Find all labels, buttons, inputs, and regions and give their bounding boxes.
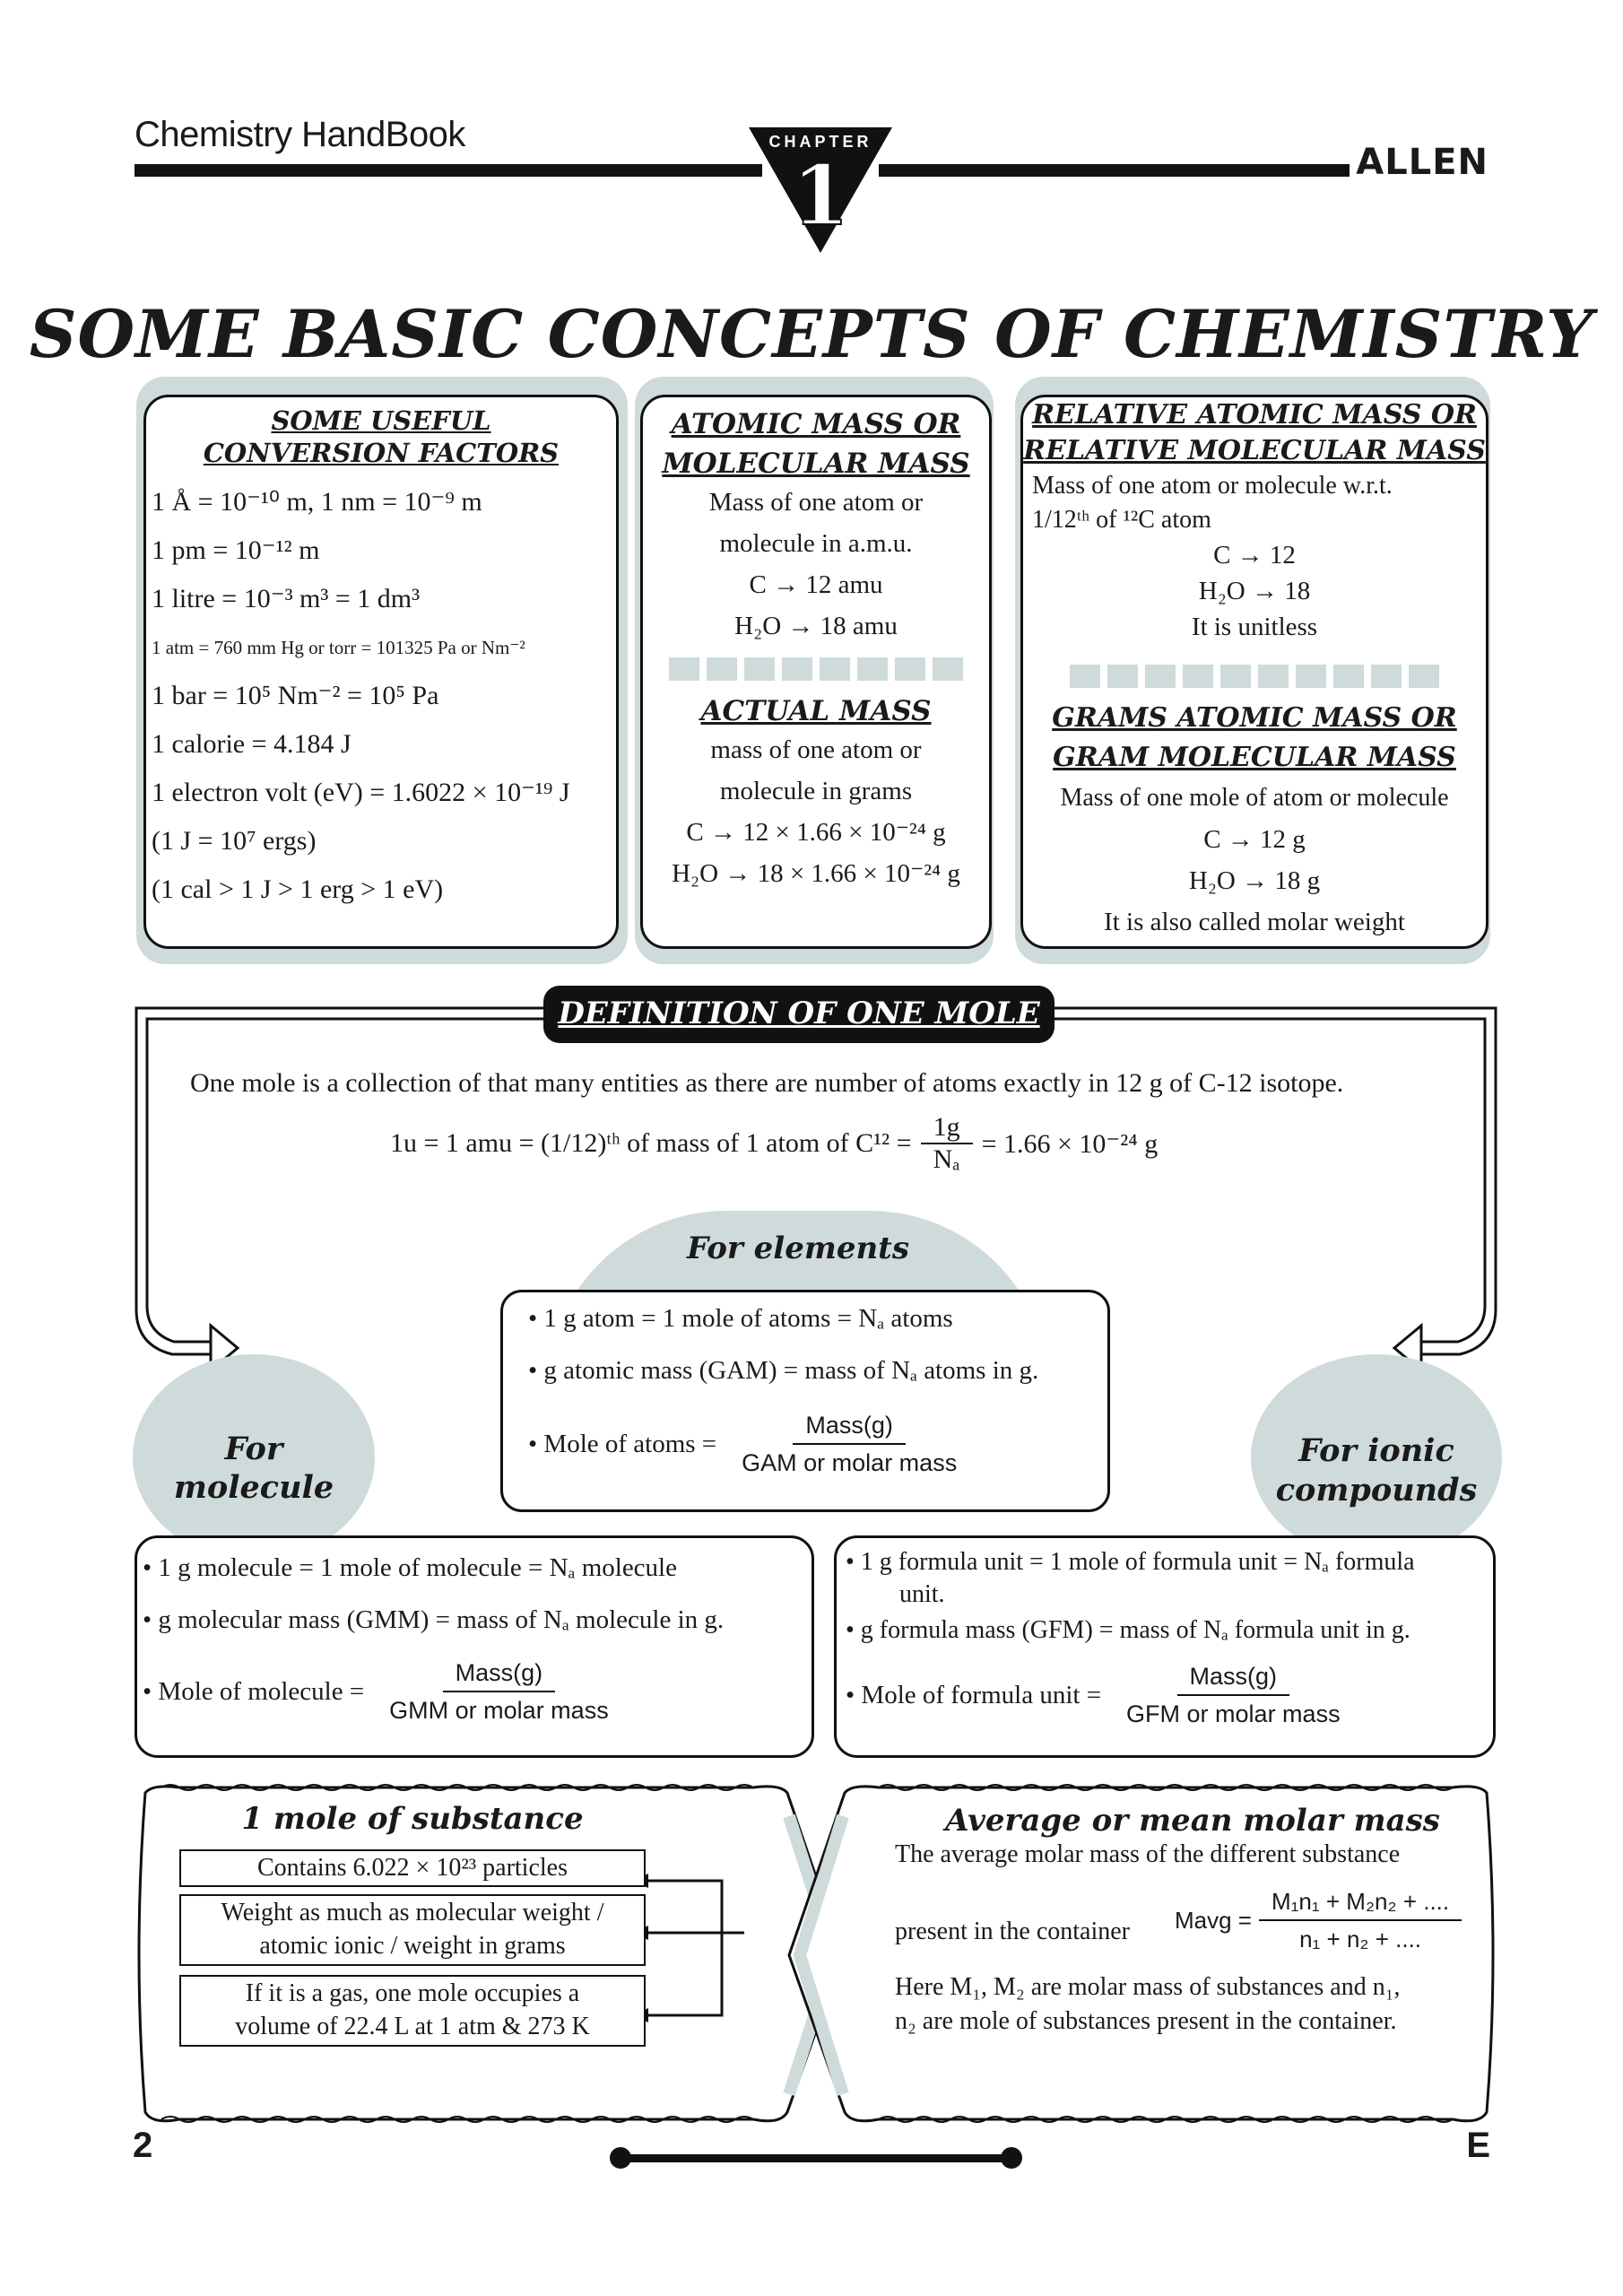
page-number: 2 <box>133 2126 153 2165</box>
section-divider <box>643 657 989 681</box>
average-mass-num: M₁n₁ + M₂n₂ + .... <box>1259 1883 1462 1921</box>
elements-heading: For elements <box>686 1231 910 1266</box>
substance-item-particles: Contains 6.022 × 10²³ particles <box>179 1849 646 1887</box>
elements-bullet-2: • g atomic mass (GAM) = mass of Nₐ atoms in g. <box>528 1356 1039 1385</box>
molecule-bullet-3-label: • Mole of molecule = <box>143 1676 365 1706</box>
elements-bullet-1: • 1 g atom = 1 mole of atoms = Nₐ atoms <box>528 1304 953 1333</box>
molecule-bullet-3 <box>143 1655 812 1728</box>
amu-fraction-num: 1g <box>921 1112 973 1144</box>
conversion-row: 1 litre = 10⁻³ m³ = 1 dm³ <box>152 584 421 613</box>
footer-rule-dot-left <box>610 2147 631 2169</box>
footer-rule-dot-right <box>1001 2147 1022 2169</box>
gram-mass-example-1: C → 12 g <box>1203 825 1306 854</box>
elements-box <box>500 1290 1110 1512</box>
molecule-mole-fraction <box>377 1655 621 1728</box>
relative-mass-example-2: H₂O → 18 <box>1198 577 1311 605</box>
substance-item-weight <box>179 1894 646 1966</box>
conversion-row: (1 J = 10⁷ ergs) <box>152 826 317 856</box>
molecule-fraction-den: GMM or molar mass <box>389 1697 609 1724</box>
average-mass-lhs: Mavg = <box>1175 1906 1252 1934</box>
chapter-label: CHAPTER <box>768 133 872 151</box>
publisher-logo: ALLEN <box>1356 142 1488 183</box>
ionic-bullet-3-label: • Mole of formula unit = <box>846 1680 1102 1709</box>
ionic-heading-1: For ionic <box>1298 1432 1454 1469</box>
page-title: SOME BASIC CONCEPTS OF CHEMISTRY <box>29 296 1594 373</box>
amu-fraction-den: Nₐ <box>933 1144 960 1174</box>
chapter-badge <box>749 127 892 253</box>
elements-fraction-num: Mass(g) <box>793 1407 906 1445</box>
conversion-row: 1 calorie = 4.184 J <box>152 729 352 759</box>
gram-mass-example-2: H₂O → 18 g <box>1188 866 1321 895</box>
conversion-heading-1: SOME USEFUL <box>271 405 491 436</box>
elements-bullet-3-label: • Mole of atoms = <box>528 1429 717 1458</box>
average-mass-line-1: The average molar mass of the different substance <box>895 1840 1401 1868</box>
molecule-bullet-1: • 1 g molecule = 1 mole of molecule = Nₐ molecule <box>143 1553 677 1582</box>
actual-mass-heading: ACTUAL MASS <box>700 695 932 727</box>
relative-mass-heading-2: RELATIVE MOLECULAR MASS <box>1023 435 1486 466</box>
relative-mass-heading-1: RELATIVE ATOMIC MASS OR <box>1032 399 1477 430</box>
molecule-fraction-num: Mass(g) <box>443 1655 556 1692</box>
actual-mass-example-1: C → 12 × 1.66 × 10⁻²⁴ g <box>686 818 946 847</box>
conversion-box <box>143 395 619 949</box>
average-mass-note-2: n₂ are mole of substances present in the container. <box>895 2007 1397 2035</box>
conversion-row: 1 pm = 10⁻¹² m <box>152 535 320 565</box>
gram-mass-heading-1: GRAMS ATOMIC MASS OR <box>1052 702 1457 734</box>
elements-bullet-3 <box>528 1407 1107 1481</box>
ionic-bullet-2: • g formula mass (GFM) = mass of Nₐ formula unit in g. <box>846 1616 1410 1644</box>
average-mass-formula <box>1175 1883 1462 1957</box>
elements-fraction-den: GAM or molar mass <box>742 1449 958 1476</box>
molecule-box <box>135 1535 814 1758</box>
average-mass-fraction <box>1259 1883 1462 1957</box>
conversion-row: 1 atm = 760 mm Hg or torr = 101325 Pa or Nm⁻² <box>152 637 525 658</box>
ionic-fraction-num: Mass(g) <box>1177 1658 1290 1696</box>
ionic-mole-fraction <box>1114 1658 1353 1732</box>
substance-item-gas-2: volume of 22.4 L at 1 atm & 273 K <box>235 2013 590 2040</box>
atomic-mass-example-1: C → 12 amu <box>749 570 883 599</box>
actual-mass-example-2: H₂O → 18 × 1.66 × 10⁻²⁴ g <box>672 859 960 888</box>
substance-item-weight-1: Weight as much as molecular weight / <box>221 1899 604 1926</box>
substance-item-gas <box>179 1975 646 2047</box>
header-rule-left <box>135 164 762 177</box>
substance-item-weight-2: atomic ionic / weight in grams <box>259 1932 566 1960</box>
conversion-row: (1 cal > 1 J > 1 erg > 1 eV) <box>152 874 444 904</box>
mole-definition-text: One mole is a collection of that many entities as there are number of atoms exactly in 12 g of C-12 isotope. <box>190 1068 1344 1098</box>
conversion-heading-2: CONVERSION FACTORS <box>203 438 560 468</box>
ionic-bullet-1: • 1 g formula unit = 1 mole of formula unit = Nₐ formula <box>846 1548 1415 1576</box>
ionic-heading-2: compounds <box>1275 1472 1478 1509</box>
atomic-mass-heading-2: MOLECULAR MASS <box>662 448 970 480</box>
ionic-bullet-1-cont: unit. <box>899 1580 945 1608</box>
edition-mark: E <box>1466 2126 1490 2165</box>
substance-item-gas-1: If it is a gas, one mole occupies a <box>245 1979 580 2007</box>
ionic-bullet-3 <box>846 1658 1493 1732</box>
molecule-heading-1: For <box>224 1431 283 1467</box>
relative-mass-example-1: C → 12 <box>1213 541 1296 570</box>
book-title: Chemistry HandBook <box>135 115 465 154</box>
atomic-mass-example-2: H₂O → 18 amu <box>734 612 898 640</box>
conversion-row: 1 bar = 10⁵ Nm⁻² = 10⁵ Pa <box>152 681 439 710</box>
atomic-mass-desc-1: Mass of one atom or <box>708 488 924 517</box>
section-divider <box>1023 665 1486 688</box>
average-mass-den: n₁ + n₂ + .... <box>1299 1926 1422 1952</box>
header-rule-right <box>879 164 1350 177</box>
atomic-mass-desc-2: molecule in a.m.u. <box>719 529 913 558</box>
relative-mass-note: It is unitless <box>1191 613 1318 641</box>
molecule-bullet-2: • g molecular mass (GMM) = mass of Nₐ molecule in g. <box>143 1605 725 1634</box>
average-mass-note-1: Here M₁, M₂ are molar mass of substances and n₁, <box>895 1973 1401 2001</box>
substance-heading: 1 mole of substance <box>241 1801 584 1837</box>
relative-mass-box <box>1020 395 1488 949</box>
chapter-number: 1 <box>791 147 850 244</box>
actual-mass-desc-2: molecule in grams <box>719 777 913 805</box>
gram-mass-heading-2: GRAM MOLECULAR MASS <box>1053 742 1456 773</box>
actual-mass-desc-1: mass of one atom or <box>710 735 922 764</box>
atomic-mass-heading-1: ATOMIC MASS OR <box>671 408 961 440</box>
molecule-heading-2: molecule <box>173 1469 334 1506</box>
relative-mass-desc-2: 1/12ᵗʰ of ¹²C atom <box>1032 506 1211 534</box>
conversion-row: 1 electron volt (eV) = 1.6022 × 10⁻¹⁹ J <box>152 778 570 807</box>
atomic-mass-box <box>640 395 992 949</box>
footer-rule <box>619 2154 1013 2162</box>
amu-fraction <box>921 1112 973 1175</box>
relative-mass-desc-1: Mass of one atom or molecule w.r.t. <box>1032 472 1393 500</box>
conversion-row: 1 Å = 10⁻¹⁰ m, 1 nm = 10⁻⁹ m <box>152 487 482 517</box>
amu-formula-right: = 1.66 × 10⁻²⁴ g <box>981 1128 1159 1159</box>
amu-formula <box>390 1112 1158 1175</box>
amu-formula-left: 1u = 1 amu = (1/12)ᵗʰ of mass of 1 atom of C¹² = <box>390 1128 912 1158</box>
gram-mass-desc: Mass of one mole of atom or molecule <box>1060 784 1449 812</box>
ionic-fraction-den: GFM or molar mass <box>1126 1700 1341 1727</box>
gram-mass-note: It is also called molar weight <box>1104 908 1405 936</box>
average-mass-line-2: present in the container <box>895 1918 1131 1945</box>
average-mass-heading: Average or mean molar mass <box>945 1803 1440 1839</box>
mole-definition-heading: DEFINITION OF ONE MOLE <box>543 986 1055 1043</box>
elements-mole-fraction <box>729 1407 969 1481</box>
ionic-box <box>834 1535 1496 1758</box>
